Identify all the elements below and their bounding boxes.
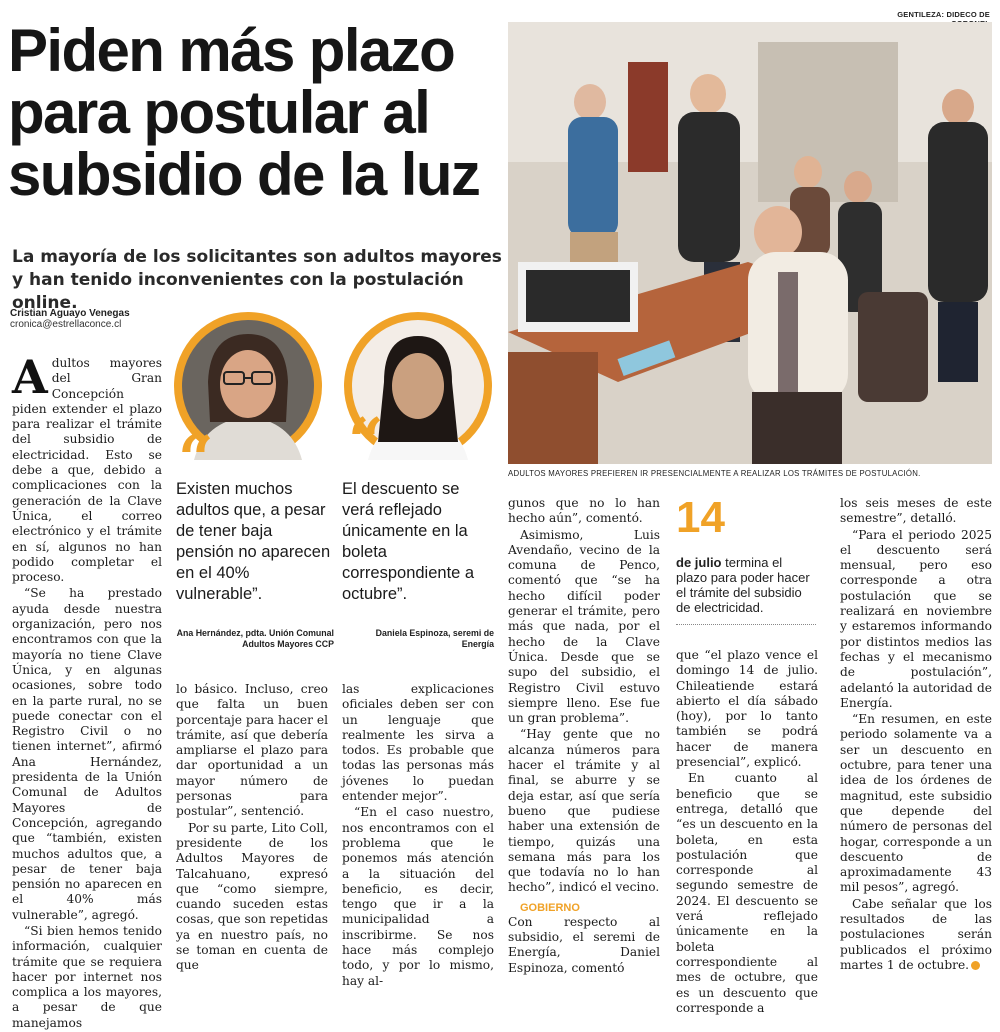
end-mark-icon xyxy=(971,961,980,970)
closing-text: Cabe señalar que los resultados de las postulaciones serán publicados el próximo martes 1 de octubre. xyxy=(840,896,992,972)
paragraph: Con respecto al subsidio, el seremi de Energía, Daniel Espinoza, comentó xyxy=(508,914,660,975)
column-1 xyxy=(12,350,162,1032)
paragraph: los seis meses de este semestre”, detalló. xyxy=(840,496,992,526)
paragraph: En cuanto al beneficio que se entrega, detalló que “es un descuento en la boleta, en esta postulación que corresponde al segundo semestre de 2024. El descuento se verá reflejado únicamente en la boleta correspondiente al mes de octubre, que es un descuento que corresponde a xyxy=(676,771,818,1015)
pull-quote-2: El descuento se verá reflejado únicamente en la boleta correspondiente a octubre”. xyxy=(342,480,475,603)
main-photo xyxy=(508,22,992,464)
paragraph: “En resumen, en este periodo solamente va a ser un descuento en octubre, para tener una idea de los órdenes de magnitud, este subsidio que depende del número de personas del hogar, corresponde a un descuento de aproximadamente 43 mil pesos”, agregó. xyxy=(840,712,992,895)
quote-mark-icon: “ xyxy=(348,404,384,477)
factbox-divider xyxy=(676,624,816,625)
paragraph: las explicaciones oficiales deben ser con un lenguaje que realmente les sirva a todos. Es probable que todas las personas más jóvenes lo puedan entender mejor”. xyxy=(342,682,494,804)
quote-mark-icon: “ xyxy=(178,422,214,495)
paragraph: que “el plazo vence el domingo 14 de julio. Chileatiende estará abierto el día sábado (hoy), por lo tanto también se podrá hacer de manera presencial”, explicó. xyxy=(676,648,818,770)
column-4 xyxy=(508,496,660,977)
paragraph: Asimismo, Luis Avendaño, vecino de la comuna de Penco, comentó que “se ha hecho difícil poder generar el trámite, pero más que nada, por el hecho de la Clave Única. Desde que se supo del subsidio, el Registro Civil estuvo siempre lleno. Ese fue un gran problema”. xyxy=(508,527,660,726)
dropcap: A xyxy=(12,350,48,404)
subtitle: La mayoría de los solicitantes son adultos mayores y han tenido inconvenientes con la postulación online. xyxy=(12,247,502,313)
column-3 xyxy=(342,682,494,990)
pull-quote-1: Existen muchos adultos que, a pesar de tener baja pensión no aparecen en el 40% vulnerable”. xyxy=(176,480,331,603)
photo-credit: GENTILEZA: DIDECO DE xyxy=(897,10,990,19)
quote-attribution-1: Ana Hernández, pdta. Unión Comunal Adultos Mayores CCP xyxy=(176,628,334,649)
author-name: Cristian Aguayo Venegas xyxy=(10,308,130,319)
photo-caption: ADULTOS MAYORES PREFIEREN IR PRESENCIALMENTE A REALIZAR LOS TRÁMITES DE POSTULACIÓN. xyxy=(508,469,921,478)
quote-attribution-2: Daniela Espinoza, seremi de Energía xyxy=(375,628,494,649)
section-label: GOBIERNO xyxy=(520,901,580,914)
column-6 xyxy=(840,496,992,974)
paragraph: “Para el periodo 2025 el descuento será mensual, pero eso corresponde a otra postulación que se realizará en noviembre y estaremos informando por distintos medios las fechas y el mecanismo de postulación”, adelantó la autoridad de Energía. xyxy=(840,527,992,710)
column-5 xyxy=(676,648,818,1017)
headline: Piden más plazo para postular al subsidio de la luz xyxy=(8,17,480,208)
paragraph: “Si bien hemos tenido información, cualquier trámite que se requiera hacer por internet nos complica a los mayores, a pesar de que manejamos xyxy=(12,923,162,1030)
factbox-lead: de julio xyxy=(676,555,722,570)
author-email[interactable]: cronica@estrellaconce.cl xyxy=(10,319,122,330)
paragraph: gunos que no lo han hecho aún”, comentó. xyxy=(508,496,660,526)
paragraph: “En el caso nuestro, nos encontramos con el problema que le ponemos más atención a la situación del beneficio, es decir, tengo que ir a la municipalidad a inscribirme. Se nos hace más complejo todo, y por lo mismo, hay al- xyxy=(342,805,494,988)
paragraph: “Hay gente que no alcanza números para hacer el trámite y al final, se aburre y se deja estar, así que sería bueno que pudiese haber una extensión de tiempo, quizás una semana más para los que todavía no lo han hecho”, indicó el vecino. xyxy=(508,727,660,895)
paragraph: “Se ha prestado ayuda desde nuestra organización, pero nos encontramos con que la mayoría no tiene Clave Única, y en algunas ocasiones, sobre todo en la parte rural, no se puede conectar con el Registro Civil o no tienen internet”, afirmó Ana Hernández, presidenta de la Unión Comunal de Adultos Mayores de Concepción, agregando que “también, existen muchos adultos que, a pesar de tener baja pensión no aparecen en el 40% más vulnerable”, agregó. xyxy=(12,586,162,922)
factbox-text xyxy=(676,555,816,615)
factbox-number: 14 xyxy=(676,493,725,542)
factbox-body: termina el plazo para poder hacer el trámite del subsidio de electricidad. xyxy=(676,555,810,615)
byline xyxy=(10,308,170,330)
paragraph: lo básico. Incluso, creo que falta un buen porcentaje para hacer el trámite, así que debería ampliarse el plazo para dar oportunidad a un mayor número de personas para postular”, sentenció. xyxy=(176,682,328,819)
paragraph: dultos mayores del Gran Concepción piden extender el plazo para realizar el trámite del subsidio de electricidad. Esto se debe a que, debido a complicaciones con la generación de la Clave Única, el correo electrónico y el trámite en sí, algunos no han podido completar el proceso. xyxy=(12,356,162,585)
paragraph xyxy=(840,897,992,973)
column-2 xyxy=(176,682,328,975)
paragraph: Por su parte, Lito Coll, presidente de los Adultos Mayores de Talcahuano, expresó que “como siempre, cuando suceden estas cosas, que son repetidas ya en nuestro país, no se toman en cuenta de que xyxy=(176,820,328,973)
